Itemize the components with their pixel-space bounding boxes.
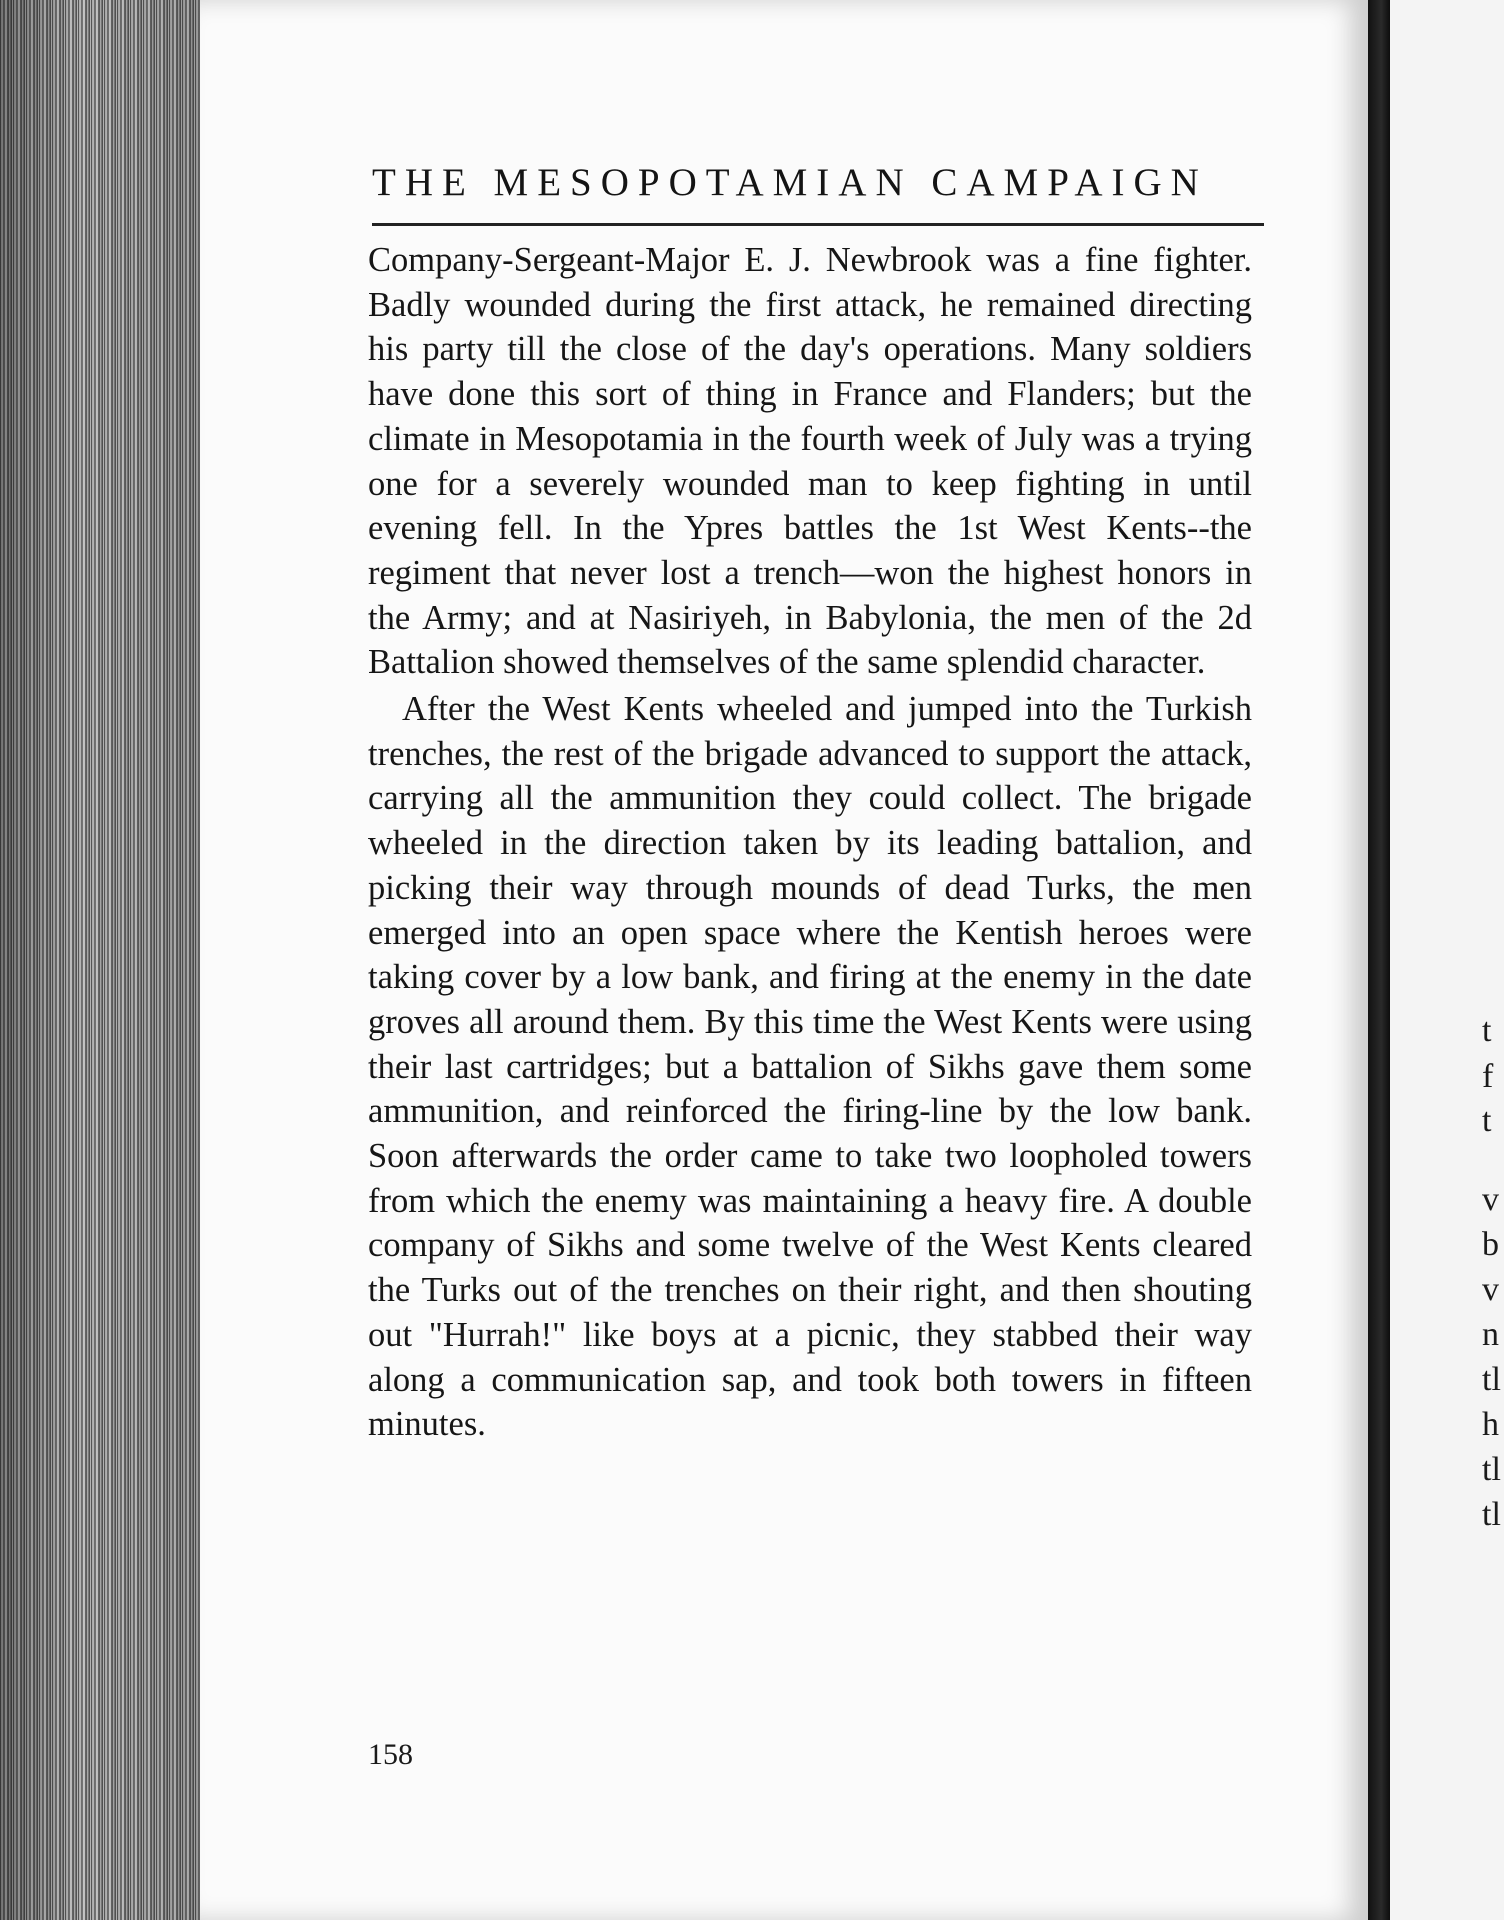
book-gutter — [1368, 0, 1390, 1920]
page-number: 158 — [368, 1738, 413, 1771]
facing-page-fragment: f — [1482, 1058, 1494, 1095]
stacked-page-edges — [0, 0, 200, 1920]
facing-page-fragment: h — [1482, 1406, 1499, 1443]
facing-page-fragment: tl — [1482, 1361, 1501, 1398]
facing-page-fragment: v — [1482, 1181, 1499, 1218]
facing-page-fragment: b — [1482, 1226, 1499, 1263]
facing-page-fragment: n — [1482, 1316, 1499, 1353]
paragraph-1: Company-Sergeant-Major E. J. Newbrook was a fine fighter. Badly wounded during the first attack, he remained directing his party till the close of the day's operations. Many soldiers have done this sort of thing in France and Flanders; but the climate in Mesopotamia in the fourth week of July was a trying one for a severely wounded man to keep fighting in until evening fell. In the Ypres battles the 1st West Kents--the regiment that never lost a trench—won the highest honors in the Army; and at Nasiriyeh, in Babylonia, the men of the 2d Battalion showed themselves of the same splendid character. — [368, 241, 1252, 682]
paragraph-2: After the West Kents wheeled and jumped into the Turkish trenches, the rest of the brigade advanced to support the attack, carrying all the ammunition they could collect. The brigade wheeled in the direction taken by its leading battalion, and picking their way through mounds of dead Turks, the men emerged into an open space where the Kentish heroes were taking cover by a low bank, and firing at the enemy in the date groves all around them. By this time the West Kents were using their last cartridges; but a battalion of Sikhs gave them some ammunition, and reinforced the firing-line by the low bank. Soon afterwards the order came to take two loopholed towers from which the enemy was maintaining a heavy fire. A double company of Sikhs and some twelve of the West Kents cleared the Turks out of the trenches on their right, and then shouting out "Hurrah!" like boys at a picnic, they stabbed their way along a communication sap, and took both towers in fifteen minutes. — [368, 690, 1252, 1444]
facing-page-fragment: tl — [1482, 1496, 1501, 1533]
page-body — [368, 238, 1252, 1447]
facing-page — [1390, 0, 1504, 1920]
facing-page-fragment: v — [1482, 1271, 1499, 1308]
running-head: THE MESOPOTAMIAN CAMPAIGN — [372, 161, 1208, 204]
header-rule — [372, 223, 1264, 226]
facing-page-fragment: t — [1482, 1102, 1492, 1139]
facing-page-fragment: t — [1482, 1012, 1492, 1049]
facing-page-fragment: tl — [1482, 1451, 1501, 1488]
